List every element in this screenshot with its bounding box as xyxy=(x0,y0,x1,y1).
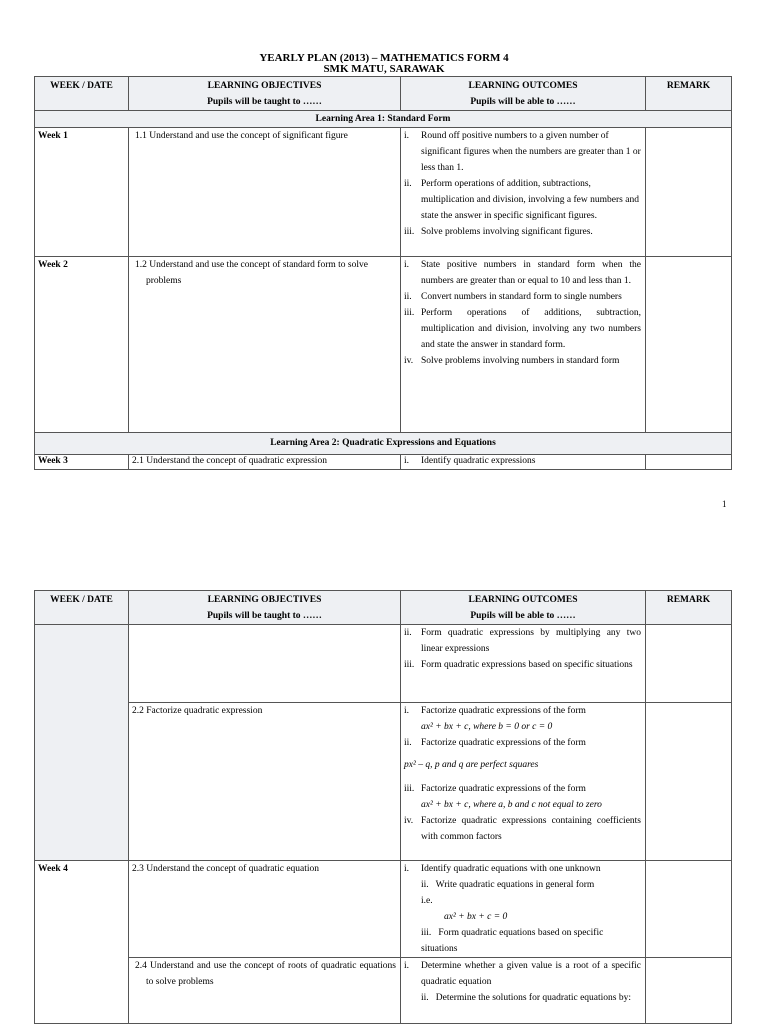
list-item xyxy=(404,305,641,353)
list-item xyxy=(404,353,641,369)
list-marker: iii. xyxy=(404,227,415,237)
header-remark-label: REMARK xyxy=(666,595,711,605)
header-learning-outcomes xyxy=(401,591,646,625)
objective-2-1: 2.1 Understand the concept of quadratic expression xyxy=(129,455,401,470)
header-week-label: WEEK / DATE xyxy=(50,81,113,91)
learning-area-row xyxy=(35,111,732,128)
list-marker: i. xyxy=(404,706,410,716)
header-outcomes-sub: Pupils will be able to …… xyxy=(470,97,576,107)
learning-area-row xyxy=(35,433,732,455)
week-3-label: Week 3 xyxy=(35,455,129,470)
outcome-ii: ii. Write quadratic equations in general form xyxy=(421,880,595,890)
header-remark xyxy=(646,77,732,111)
list-item xyxy=(404,703,641,735)
remark-cell xyxy=(646,861,732,958)
objective-1-2 xyxy=(129,257,401,433)
outcome-text: Round off positive numbers to a given number of significant figures when the numbers are greater than 1 or less than 1. xyxy=(421,131,641,173)
outcome-text: Identify quadratic expressions xyxy=(421,456,536,466)
header-week-date xyxy=(35,77,129,111)
week-cell-continued xyxy=(35,625,129,861)
document-title: YEARLY PLAN (2013) – MATHEMATICS FORM 4 xyxy=(259,52,509,64)
table-row xyxy=(35,958,732,1024)
list-item xyxy=(404,813,641,845)
objective-2-4 xyxy=(129,958,401,1024)
outcome-ie: i.e. xyxy=(421,896,433,906)
remark-cell xyxy=(646,257,732,433)
outcomes-2-1-continued xyxy=(401,625,646,703)
list-item xyxy=(404,861,641,877)
outcome-text: State positive numbers in standard form when the numbers are greater than or equal to 10 and less than 1. xyxy=(421,260,641,286)
table-row xyxy=(35,455,732,470)
list-marker: iv. xyxy=(404,816,414,826)
header-row xyxy=(35,77,732,111)
remark-cell xyxy=(646,128,732,257)
week-4-label: Week 4 xyxy=(35,861,129,1024)
list-marker: ii. xyxy=(404,179,412,189)
learning-area-2: Learning Area 2: Quadratic Expressions and Equations xyxy=(35,433,732,455)
header-outcomes-sub: Pupils will be able to …… xyxy=(470,611,576,621)
outcome-iii: iii. Form quadratic equations based on specific situations xyxy=(421,928,606,954)
remark-cell xyxy=(646,958,732,1024)
header-objectives-label: LEARNING OBJECTIVES xyxy=(207,81,322,91)
list-item xyxy=(404,289,641,305)
header-remark-label: REMARK xyxy=(666,81,711,91)
list-marker: i. xyxy=(404,961,410,971)
list-item xyxy=(404,257,641,289)
header-outcomes-label: LEARNING OUTCOMES xyxy=(468,81,578,91)
objective-2-3: 2.3 Understand the concept of quadratic equation xyxy=(129,861,401,958)
table-row xyxy=(35,703,732,861)
list-marker: i. xyxy=(404,456,410,466)
objective-2-2: 2.2 Factorize quadratic expression xyxy=(129,703,401,861)
outcome-text: Determine whether a given value is a root of a specific quadratic equation xyxy=(421,961,641,987)
list-marker: i. xyxy=(404,864,410,874)
outcome-i-expression: ax² + bx + c, where b = 0 or c = 0 xyxy=(421,722,553,732)
header-row xyxy=(35,591,732,625)
list-item xyxy=(404,657,641,673)
objective-1-2-text: 1.2 Understand and use the concept of standard form to solve problems xyxy=(135,260,368,286)
learning-area-1: Learning Area 1: Standard Form xyxy=(35,111,732,128)
outcome-iii-expression: ax² + bx + c, where a, b and c not equal to zero xyxy=(421,800,602,810)
list-item xyxy=(404,735,641,781)
outcome-text: Solve problems involving numbers in standard form xyxy=(421,356,620,366)
outcomes-2-3 xyxy=(401,861,646,958)
list-marker: ii. xyxy=(404,292,412,302)
list-marker: iv. xyxy=(404,356,414,366)
outcome-text xyxy=(421,781,641,813)
header-week-date xyxy=(35,591,129,625)
header-objectives-sub: Pupils will be taught to …… xyxy=(207,97,322,107)
week-2-label: Week 2 xyxy=(35,257,129,433)
list-marker: iii. xyxy=(404,308,415,318)
list-marker: iii. xyxy=(404,660,415,670)
week-1-label: Week 1 xyxy=(35,128,129,257)
header-outcomes-label: LEARNING OUTCOMES xyxy=(468,595,578,605)
list-marker: i. xyxy=(404,260,410,270)
objective-1-1 xyxy=(129,128,401,257)
outcome-ii-text: Factorize quadratic expressions of the form xyxy=(421,738,586,748)
header-learning-objectives xyxy=(129,591,401,625)
list-item xyxy=(404,176,641,224)
general-form-expression: ax² + bx + c = 0 xyxy=(444,912,508,922)
remark-cell xyxy=(646,455,732,470)
table-row xyxy=(35,625,732,703)
outcome-text: Factorize quadratic expressions containing coefficients with common factors xyxy=(421,816,641,842)
outcomes-2-2 xyxy=(401,703,646,861)
outcome-text: Identify quadratic equations with one unknown xyxy=(421,864,601,874)
list-item xyxy=(404,625,641,657)
list-marker: i. xyxy=(404,131,410,141)
list-item xyxy=(404,455,641,468)
list-marker: ii. xyxy=(404,738,412,748)
list-item xyxy=(404,958,641,990)
outcome-text: Convert numbers in standard form to single numbers xyxy=(421,292,622,302)
outcomes-1-1 xyxy=(401,128,646,257)
table-row xyxy=(35,861,732,958)
list-item xyxy=(404,128,641,176)
outcome-text: Form quadratic expressions by multiplying any two linear expressions xyxy=(421,628,641,654)
yearly-plan-table-page2 xyxy=(34,590,732,1024)
header-remark xyxy=(646,591,732,625)
outcome-i-text: Factorize quadratic expressions of the form xyxy=(421,706,586,716)
table-row xyxy=(35,128,732,257)
outcomes-1-2 xyxy=(401,257,646,433)
outcome-text: Perform operations of addition, subtractions, multiplication and division, involving a few numbers and state the answer in specific significant figures. xyxy=(421,179,639,221)
table-row xyxy=(35,257,732,433)
outcome-text xyxy=(421,703,641,735)
outcomes-2-4 xyxy=(401,958,646,1024)
outcome-ii-expression: px² – q, p and q are perfect squares xyxy=(404,760,539,770)
list-marker: ii. xyxy=(404,628,412,638)
header-learning-outcomes xyxy=(401,77,646,111)
remark-cell xyxy=(646,703,732,861)
page-number: 1 xyxy=(722,499,727,509)
outcome-iii-text: Factorize quadratic expressions of the form xyxy=(421,784,586,794)
outcome-ii: ii. Determine the solutions for quadratic equations by: xyxy=(421,993,632,1003)
yearly-plan-table-page1 xyxy=(34,76,732,470)
school-name: SMK MATU, SARAWAK xyxy=(323,63,445,75)
header-week-label: WEEK / DATE xyxy=(50,595,113,605)
header-objectives-label: LEARNING OBJECTIVES xyxy=(207,595,322,605)
objective-2-4-text: 2.4 Understand and use the concept of roots of quadratic equations to solve problems xyxy=(135,961,396,987)
header-learning-objectives xyxy=(129,77,401,111)
header-objectives-sub: Pupils will be taught to …… xyxy=(207,611,322,621)
list-marker: iii. xyxy=(404,784,415,794)
outcome-text: Solve problems involving significant figures. xyxy=(421,227,593,237)
list-item xyxy=(404,224,641,240)
list-item xyxy=(404,781,641,813)
outcome-text: Perform operations of additions, subtraction, multiplication and division, involving any two numbers and state the answer in standard form. xyxy=(421,308,641,350)
remark-cell xyxy=(646,625,732,703)
outcome-text: Form quadratic expressions based on specific situations xyxy=(421,660,633,670)
outcomes-2-1 xyxy=(401,455,646,470)
objective-cell-continued xyxy=(129,625,401,703)
objective-1-1-text: 1.1 Understand and use the concept of significant figure xyxy=(135,131,348,141)
